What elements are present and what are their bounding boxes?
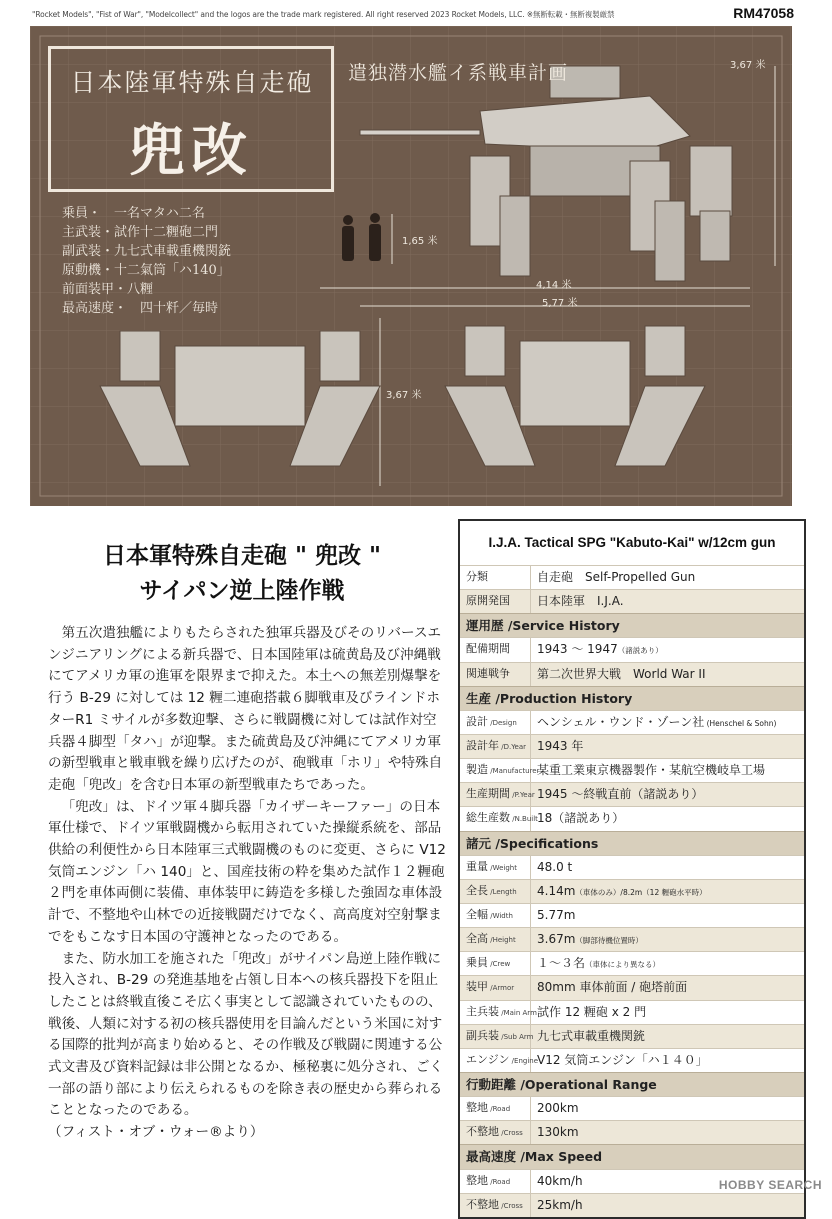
- spec-key: [460, 1049, 539, 1072]
- spec-value-text: 80mm 車体前面 / 砲塔前面: [537, 980, 688, 995]
- spec-value-note: (Henschel & Sohn): [704, 718, 777, 728]
- spec-key-english: /Height: [488, 936, 516, 945]
- spec-key: [460, 928, 531, 951]
- spec-key-label: 副兵装: [466, 1028, 499, 1042]
- blueprint-spec-line: 前面装甲・八糎: [62, 282, 154, 297]
- spec-value-text: 130km: [537, 1125, 579, 1140]
- spec-value-text: 200km: [537, 1101, 579, 1116]
- spec-key-label: 整地: [466, 1101, 488, 1115]
- spec-key: [460, 590, 531, 613]
- spec-row: [460, 951, 804, 975]
- spec-row: [460, 927, 804, 951]
- spec-key-label: 原開発国: [466, 594, 510, 608]
- spec-key-english: /Armor: [488, 984, 515, 993]
- spec-key: [460, 976, 531, 999]
- spec-value: [531, 976, 687, 999]
- spec-key-english: /Main Arm: [499, 1008, 537, 1017]
- dim-width: 4,14 米: [536, 280, 572, 291]
- dim-human-height: 1,65 米: [402, 236, 438, 247]
- spec-key: [460, 638, 531, 661]
- spec-row: [460, 662, 804, 686]
- spec-key-label: 全高: [466, 932, 488, 946]
- spec-value: [531, 1194, 583, 1217]
- spec-value-text: 九七式車載重機関銃: [537, 1028, 646, 1043]
- spec-value-text: 日本陸軍 I.J.A.: [537, 594, 624, 609]
- spec-key: [460, 807, 538, 830]
- spec-value: [531, 1049, 708, 1072]
- blueprint-title: 日本陸軍特殊自走砲: [70, 68, 314, 97]
- spec-value: [531, 1001, 646, 1024]
- spec-key-label: 不整地: [466, 1197, 499, 1211]
- dim-height-top: 3,67 米: [730, 60, 766, 71]
- spec-key-english: /Engine: [509, 1056, 539, 1065]
- spec-key-label: 不整地: [466, 1125, 499, 1139]
- blueprint-spec-line: 乗員・ 一名マタハ二名: [62, 206, 205, 221]
- spec-key-english: /D.Year: [499, 742, 527, 751]
- spec-row: [460, 1193, 804, 1217]
- spec-section-header: 生産 /Production History: [460, 686, 804, 710]
- spec-row: [460, 1024, 804, 1048]
- spec-key-label: 整地: [466, 1173, 488, 1187]
- blueprint-plan-label: 遣独潜水艦イ系戦車計画: [348, 62, 569, 84]
- spec-section-header: 最高速度 /Max Speed: [460, 1144, 804, 1168]
- spec-table: [458, 519, 806, 1219]
- spec-key: [460, 880, 531, 903]
- spec-key-english: /Cross: [499, 1201, 523, 1210]
- spec-key-label: 重量: [466, 859, 488, 873]
- spec-value: [531, 735, 583, 758]
- spec-value-text: 某重工業東京機器製作・某航空機岐阜工場: [537, 763, 766, 778]
- spec-value: [531, 880, 707, 903]
- spec-value-text: 1943 年: [537, 738, 584, 753]
- spec-row: [460, 782, 804, 806]
- spec-key-english: /Crew: [488, 960, 511, 969]
- spec-value: [531, 638, 663, 661]
- spec-table-title: I.J.A. Tactical SPG "Kabuto-Kai" w/12cm gun: [488, 535, 776, 550]
- spec-key-english: /Length: [488, 887, 517, 896]
- spec-row: [460, 637, 804, 661]
- spec-value: [531, 590, 624, 613]
- spec-key-label: 全幅: [466, 907, 488, 921]
- spec-row: [460, 1000, 804, 1024]
- spec-value-text: 自走砲 Self-Propelled Gun: [537, 570, 696, 584]
- blueprint-image: [30, 26, 792, 506]
- spec-value-text: １～３名: [537, 956, 586, 971]
- spec-value-text: 5.77m: [537, 907, 576, 922]
- spec-value-text: 40km/h: [537, 1173, 583, 1188]
- spec-value-note: （諸説あり）: [617, 646, 663, 656]
- spec-key: [460, 952, 531, 975]
- spec-key-english: /Design: [488, 718, 517, 727]
- spec-key-label: 全長: [466, 883, 488, 897]
- spec-key-english: /Road: [488, 1177, 511, 1186]
- spec-key-english: /P.Year: [510, 791, 535, 800]
- spec-row: [460, 903, 804, 927]
- spec-key-label: 設計: [466, 714, 488, 728]
- spec-value: [531, 807, 624, 830]
- spec-value-text: 3.67m: [537, 932, 576, 947]
- spec-key: [460, 711, 531, 734]
- spec-row: [460, 1120, 804, 1144]
- spec-value: [531, 759, 765, 782]
- spec-value: [531, 952, 660, 975]
- spec-section-header: 諸元 /Specifications: [460, 831, 804, 855]
- spec-value: [531, 856, 572, 879]
- spec-row: [460, 1048, 804, 1072]
- spec-key-label: 乗員: [466, 956, 488, 970]
- spec-key: [460, 735, 531, 758]
- spec-value-text: 25km/h: [537, 1197, 583, 1212]
- spec-key-label: 装甲: [466, 980, 488, 994]
- spec-table-rows: [460, 565, 804, 1217]
- spec-key: [460, 663, 531, 686]
- blueprint-title-box: [48, 46, 334, 192]
- spec-value: [531, 711, 776, 734]
- spec-row: [460, 758, 804, 782]
- spec-key: [460, 783, 535, 806]
- spec-row: [460, 589, 804, 613]
- spec-value: [531, 1097, 579, 1120]
- dim-height-side: 3,67 米: [386, 390, 422, 401]
- spec-value-note: （脚部待機位置時）: [575, 936, 643, 946]
- spec-key-english: /Sub Arm: [499, 1032, 534, 1041]
- spec-value-text: 48.0 t: [537, 859, 573, 874]
- article-paragraph: 第五次遣独艦によりもたらされた独軍兵器及びそのリバースエンジニアリングによる新兵器で、日本国陸軍は硫黄島及び沖縄戦にてアメリカ軍の進軍を限界まで抑えた。本土への無差別爆撃を行う B-29 に対しては 12 糎二連砲搭載６脚戦車及びラインドホターR1 ミサイルが多数迎撃、さらに戦闘機に対しては試作対空兵器４脚型「タハ」が迎撃。また硫黄島及び沖縄にてアメリカ軍の新型戦車と戦車戦を繰り広げたのが、砲戦車「ホリ」や特殊自走砲「兜改」を含む日本軍の新型戦車たちであった。: [48, 625, 443, 793]
- spec-key-label: 製造: [466, 763, 488, 777]
- spec-value-text: 1943 ～ 1947: [537, 642, 618, 657]
- spec-value: [531, 663, 705, 686]
- spec-key-label: 生産期間: [466, 787, 510, 801]
- spec-key-label: 配備期間: [466, 642, 510, 656]
- spec-value-text: 18（諸説あり）: [537, 811, 625, 826]
- spec-key-english: /Manufacturer: [488, 767, 540, 776]
- spec-value-note: （車体により異なる）: [585, 960, 661, 970]
- spec-value: [531, 1025, 645, 1048]
- spec-row: [460, 1096, 804, 1120]
- spec-value-text: 4.14m: [537, 883, 576, 898]
- spec-value: [531, 1121, 579, 1144]
- spec-key-label: 関連戦争: [466, 666, 510, 680]
- spec-value: [531, 904, 575, 927]
- spec-key: [460, 1170, 531, 1193]
- spec-key: [460, 856, 531, 879]
- spec-key: [460, 1001, 537, 1024]
- spec-value-note: （車体のみ）/8.2m（12 糎砲水平時）: [575, 887, 707, 897]
- blueprint-spec-line: 副武装・九七式車載重機関銃: [62, 244, 232, 259]
- article-subheading: サイパン逆上陸作戦: [139, 578, 345, 604]
- spec-section-header: 行動距離 /Operational Range: [460, 1072, 804, 1096]
- spec-key: [460, 1025, 534, 1048]
- spec-value-text: 第二次世界大戦 World War II: [537, 666, 706, 681]
- spec-row: [460, 806, 804, 830]
- spec-row: [460, 565, 804, 589]
- spec-value-text: 試作 12 糎砲 x 2 門: [537, 1004, 647, 1019]
- spec-key: [460, 1097, 531, 1120]
- spec-key: [460, 759, 540, 782]
- spec-value: [531, 783, 703, 806]
- spec-key: [460, 1121, 531, 1144]
- article-heading: 日本軍特殊自走砲 " 兜改 ": [103, 543, 381, 569]
- spec-key-label: 主兵装: [466, 1004, 499, 1018]
- blueprint-spec-list: [62, 204, 231, 318]
- dim-length: 5,77 米: [542, 298, 578, 309]
- spec-value: [531, 1170, 583, 1193]
- article-body: [48, 623, 448, 1144]
- trademark-notice: "Rocket Models", "Fist of War", "Modelcollect" and the logos are the trade mark registered. All right reserved 2023 Rocket Models, LLC. ※無断転載・無断複製厳禁: [32, 10, 615, 19]
- spec-value: [531, 928, 643, 951]
- spec-section-header: 運用歴 /Service History: [460, 613, 804, 637]
- spec-key-label: 分類: [466, 570, 488, 583]
- blueprint-spec-line: 最高速度・ 四十粁／毎時: [62, 301, 219, 316]
- spec-key-english: /Width: [488, 911, 513, 920]
- article-paragraph: また、防水加工を施された「兜改」がサイパン島逆上陸作戦に投入され、B-29 の発進基地を占領し日本への核兵器投下を阻止したことは終戦直後こそ広く事実として認識されていたものの、戦後、人類に対する初の核兵器使用を目論んだという米国に対する国際的批判が高まり始めると、その作戦及び戦闘に関連する公式文書及び資料記録は非公開となるか、極秘裏に処分され、ごく一部の語り部により伝えられるものを除き表の歴史から葬られることとなったのである。: [48, 950, 444, 1119]
- spec-key-label: 総生産数: [466, 811, 510, 825]
- spec-row: [460, 879, 804, 903]
- article-source: （フィスト・オブ・ウォー®より）: [48, 1124, 264, 1141]
- spec-key-label: エンジン: [466, 1052, 510, 1066]
- spec-key-english: /Weight: [488, 863, 517, 872]
- spec-row: [460, 975, 804, 999]
- hobby-search-watermark: HOBBY SEARCH: [718, 1178, 822, 1192]
- spec-key-english: /N.Built: [510, 815, 538, 824]
- spec-key-english: /Cross: [499, 1129, 523, 1138]
- spec-key-english: /Road: [488, 1105, 511, 1114]
- spec-row: [460, 734, 804, 758]
- spec-row: [460, 710, 804, 734]
- blueprint-spec-line: 原動機・十二氣筒「ハ140」: [62, 263, 230, 278]
- spec-value: [531, 566, 695, 589]
- spec-row: [460, 855, 804, 879]
- spec-key: [460, 566, 531, 589]
- blueprint-vehicle-name: 兜改: [129, 118, 253, 184]
- spec-key: [460, 1194, 531, 1217]
- spec-value-text: 1945 ～終戦直前（諸説あり）: [537, 787, 704, 802]
- blueprint-spec-line: 主武装・試作十二糎砲二門: [62, 225, 219, 240]
- spec-key-label: 設計年: [466, 738, 499, 752]
- spec-value-text: ヘンシェル・ウンド・ゾーン社: [537, 714, 705, 729]
- article-paragraph: 「兜改」は、ドイツ軍４脚兵器「カイザーキーファー」の日本軍仕様で、ドイツ軍戦闘機から転用されていた操縦系統を、部品供給の利便性から日本陸軍三式戦闘機のものに変更、さらに V12 気筒エンジン「ハ 140」と、国産技術の粋を集めた試作１２糎砲２門を車体両側に装備、車体装甲に鋳造を多様した強固な車体設計で、不整地や山林での近接戦闘だけでなく、高高度対空射撃までをもこなす日本国の守護神となったのである。: [48, 798, 446, 945]
- spec-value-text: V12 気筒エンジン「ハ１４０」: [537, 1052, 708, 1067]
- product-code: RM47058: [733, 5, 794, 21]
- spec-key: [460, 904, 531, 927]
